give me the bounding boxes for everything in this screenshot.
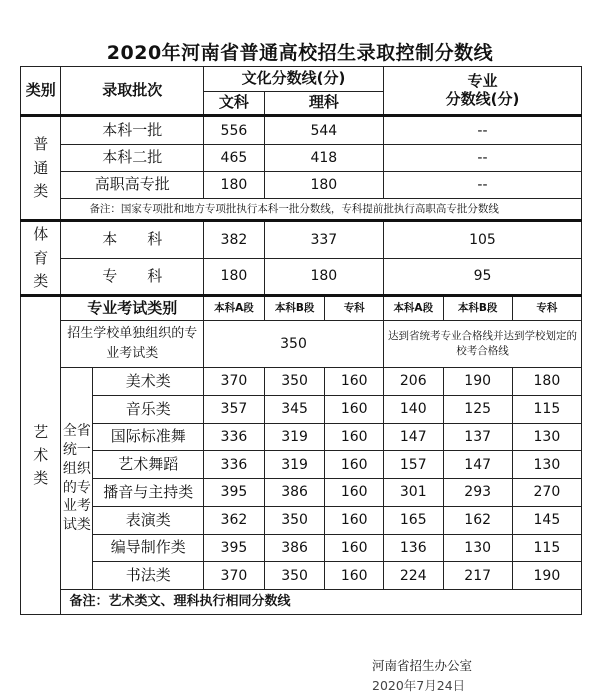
arts-header-b: 本科B段: [264, 296, 325, 321]
sports-row-name: 专 科: [61, 258, 204, 295]
arts-row-b: 386: [264, 534, 325, 562]
arts-row-c: 160: [325, 423, 384, 451]
arts-row-b: 319: [264, 423, 325, 451]
arts-row-c2: 115: [512, 534, 581, 562]
arts-header-a2: 本科A段: [383, 296, 443, 321]
group-general-label: 普 通 类: [21, 116, 61, 221]
arts-school-name: 招生学校单独组织的专业考试类: [61, 320, 204, 367]
arts-row-c2: 130: [512, 451, 581, 479]
arts-row-b2: 162: [443, 506, 512, 534]
issue-date: 2020年7月24日: [372, 678, 466, 693]
arts-header-a: 本科A段: [204, 296, 265, 321]
arts-row-c2: 190: [512, 562, 581, 590]
arts-header-c: 专科: [325, 296, 384, 321]
arts-row-name: 美术类: [93, 368, 204, 396]
arts-row-c: 160: [325, 479, 384, 507]
arts-header-category: 专业考试类别: [61, 296, 204, 321]
arts-row-b: 319: [264, 451, 325, 479]
general-row-wen: 556: [204, 116, 265, 145]
general-row-li: 544: [264, 116, 383, 145]
arts-row-a: 336: [204, 451, 265, 479]
arts-row-b2: 137: [443, 423, 512, 451]
arts-row-a: 370: [204, 562, 265, 590]
page-title: 2020年河南省普通高校招生录取控制分数线: [106, 42, 494, 64]
general-note: 备注：国家专项批和地方专项批执行本科一批分数线，专科提前批执行高职高专批分数线: [61, 198, 582, 221]
arts-row-b: 350: [264, 562, 325, 590]
arts-row-a2: 224: [383, 562, 443, 590]
header-batch: 录取批次: [61, 67, 204, 116]
sports-row-li: 337: [264, 221, 383, 258]
arts-row-b2: 190: [443, 368, 512, 396]
sports-row-wen: 382: [204, 221, 265, 258]
arts-row-name: 书法类: [93, 562, 204, 590]
arts-row-a: 395: [204, 534, 265, 562]
arts-note: 备注：艺术类文、理科执行相同分数线: [61, 590, 582, 615]
arts-row-b: 345: [264, 395, 325, 423]
header-li: 理科: [264, 91, 383, 116]
general-row-major: --: [383, 145, 581, 172]
arts-row-a: 395: [204, 479, 265, 507]
group-sports-label: 体 育 类: [21, 221, 61, 296]
arts-row-name: 播音与主持类: [93, 479, 204, 507]
arts-row-a2: 147: [383, 423, 443, 451]
arts-row-c: 160: [325, 562, 384, 590]
arts-row-b: 350: [264, 506, 325, 534]
arts-school-major: 达到省统考专业合格线并达到学校划定的校考合格线: [383, 320, 581, 367]
arts-row-c2: 115: [512, 395, 581, 423]
arts-row-c: 160: [325, 368, 384, 396]
general-row-name: 本科二批: [61, 145, 204, 172]
arts-row-a: 362: [204, 506, 265, 534]
arts-row-a2: 136: [383, 534, 443, 562]
arts-row-c: 160: [325, 451, 384, 479]
arts-row-b2: 147: [443, 451, 512, 479]
arts-row-a2: 140: [383, 395, 443, 423]
arts-row-a: 357: [204, 395, 265, 423]
arts-row-b2: 293: [443, 479, 512, 507]
arts-row-a2: 165: [383, 506, 443, 534]
arts-row-c2: 270: [512, 479, 581, 507]
arts-row-b: 350: [264, 368, 325, 396]
header-culture-score: 文化分数线(分): [204, 67, 384, 92]
arts-row-name: 艺术舞蹈: [93, 451, 204, 479]
arts-row-b2: 217: [443, 562, 512, 590]
sports-row-major: 105: [383, 221, 581, 258]
sports-row-wen: 180: [204, 258, 265, 295]
group-arts-label: 艺 术 类: [21, 296, 61, 615]
arts-row-c: 160: [325, 534, 384, 562]
issuer-signature: 河南省招生办公室: [372, 658, 473, 673]
header-wen: 文科: [204, 91, 265, 116]
general-row-wen: 180: [204, 171, 265, 198]
general-row-name: 高职高专批: [61, 171, 204, 198]
arts-row-a: 336: [204, 423, 265, 451]
arts-row-name: 编导制作类: [93, 534, 204, 562]
arts-row-c: 160: [325, 506, 384, 534]
arts-school-score: 350: [204, 320, 384, 367]
sports-row-li: 180: [264, 258, 383, 295]
sports-row-major: 95: [383, 258, 581, 295]
arts-row-name: 表演类: [93, 506, 204, 534]
arts-row-name: 音乐类: [93, 395, 204, 423]
header-category: 类别: [21, 67, 61, 116]
arts-header-c2: 专科: [512, 296, 581, 321]
arts-row-c2: 130: [512, 423, 581, 451]
general-row-major: --: [383, 171, 581, 198]
general-row-li: 418: [264, 145, 383, 172]
general-row-name: 本科一批: [61, 116, 204, 145]
arts-row-b2: 130: [443, 534, 512, 562]
arts-row-c: 160: [325, 395, 384, 423]
header-major-score: 专业 分数线(分): [383, 67, 581, 116]
arts-unified-label: 全省统一组织的专业考试类: [61, 368, 93, 590]
general-row-wen: 465: [204, 145, 265, 172]
arts-row-c2: 145: [512, 506, 581, 534]
arts-row-a2: 206: [383, 368, 443, 396]
arts-row-c2: 180: [512, 368, 581, 396]
arts-header-b2: 本科B段: [443, 296, 512, 321]
score-table: [20, 66, 582, 615]
arts-row-b: 386: [264, 479, 325, 507]
arts-row-b2: 125: [443, 395, 512, 423]
general-row-li: 180: [264, 171, 383, 198]
arts-row-name: 国际标准舞: [93, 423, 204, 451]
arts-row-a: 370: [204, 368, 265, 396]
general-row-major: --: [383, 116, 581, 145]
arts-row-a2: 301: [383, 479, 443, 507]
arts-row-a2: 157: [383, 451, 443, 479]
sports-row-name: 本 科: [61, 221, 204, 258]
